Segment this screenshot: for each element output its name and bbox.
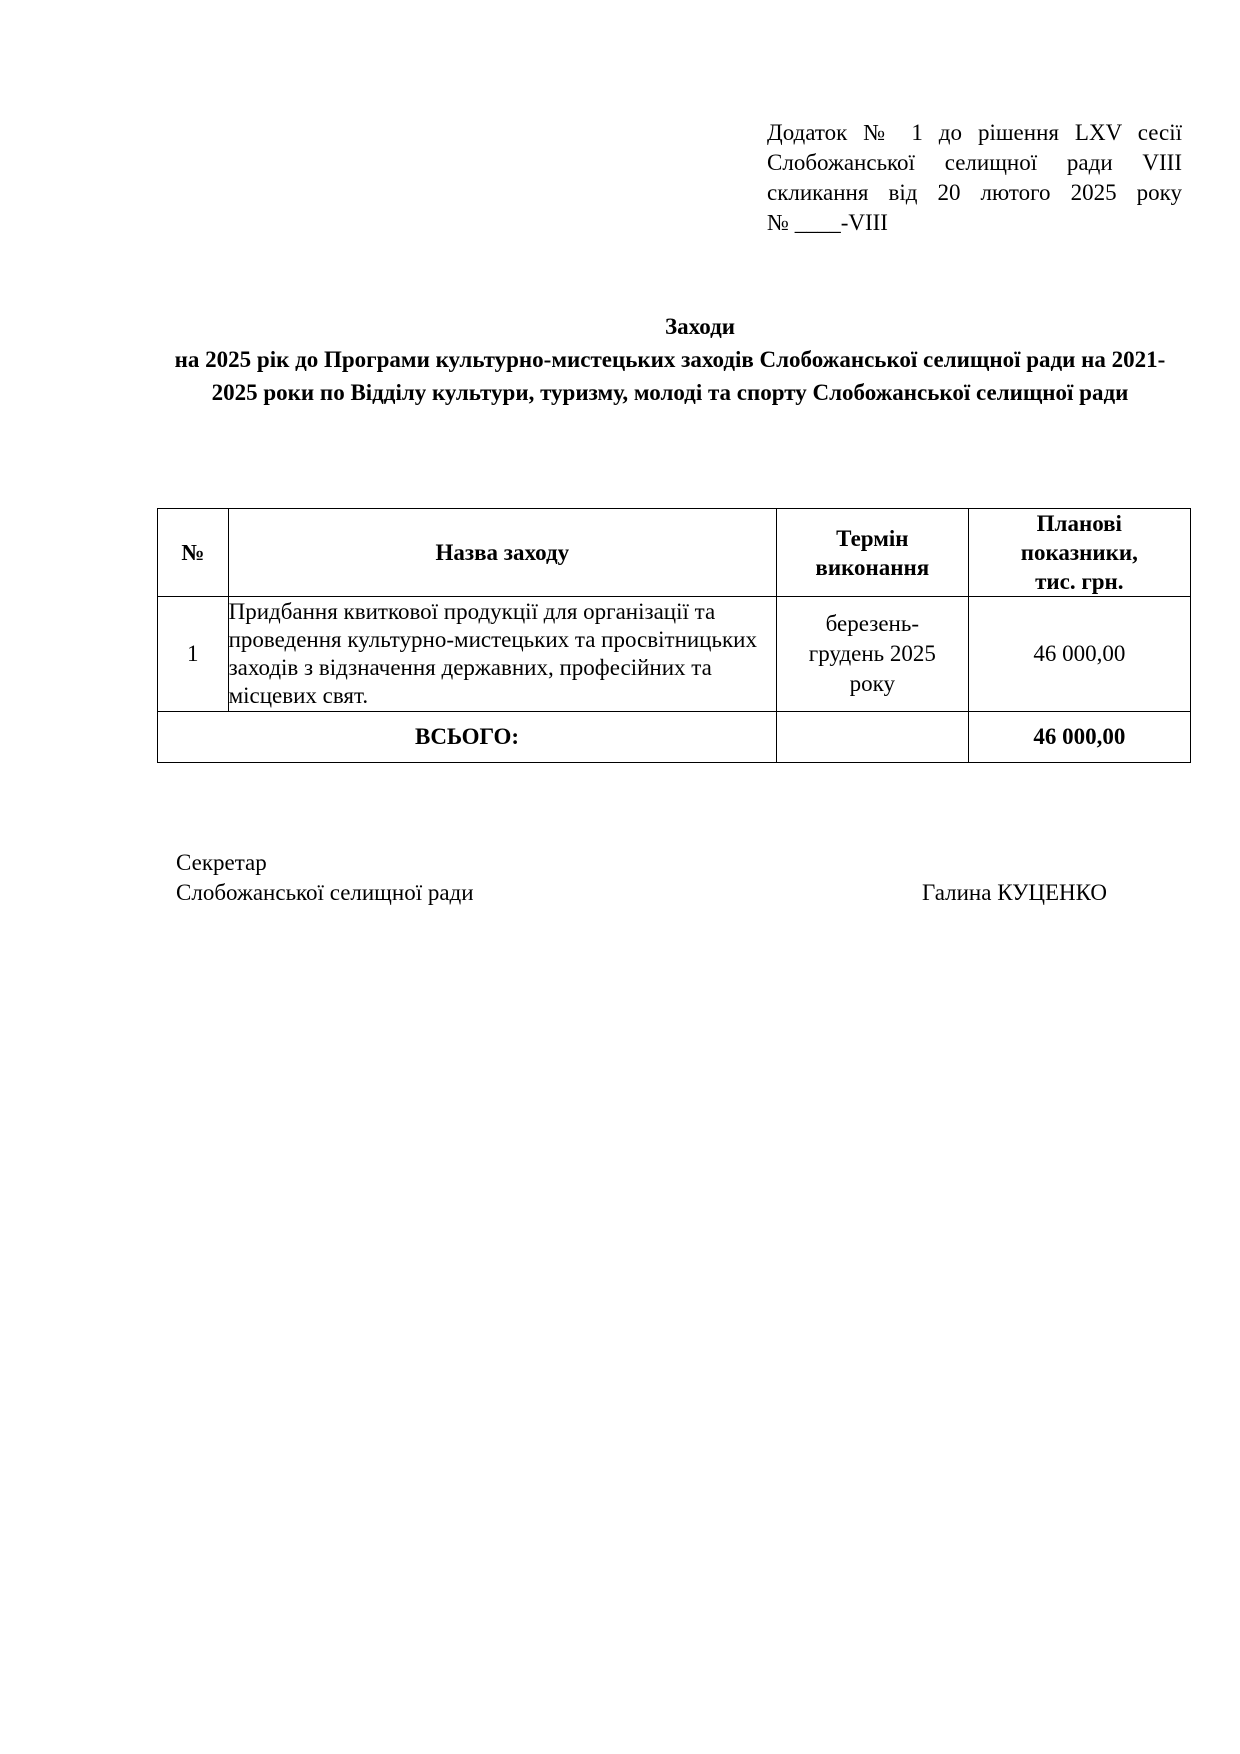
appendix-line-3: скликання від 20 лютого 2025 року — [767, 180, 1182, 205]
appendix-note — [767, 118, 1182, 238]
table-row — [158, 597, 1191, 712]
header-num: № — [158, 509, 229, 597]
header-name: Назва заходу — [228, 509, 777, 597]
total-term — [777, 712, 969, 763]
row-term — [777, 597, 969, 712]
signature-position-1: Секретар — [176, 850, 267, 875]
total-value: 46 000,00 — [968, 712, 1190, 763]
total-label: ВСЬОГО: — [158, 712, 777, 763]
signature-position-2: Слобожанської селищної ради — [176, 880, 474, 905]
title-subtitle: на 2025 рік до Програми культурно-мистецьких заходів Слобожанської селищної ради на 2021-2025 роки по Відділу культури, туризму, молоді та спорту Слобожанської селищної ради — [174, 347, 1166, 405]
header-term-label: Термін виконання — [815, 525, 930, 580]
signature-block — [176, 848, 1176, 908]
document-title — [170, 310, 1170, 409]
row-term-text: березень-грудень 2025 року — [808, 611, 936, 696]
appendix-line-2: Слобожанської селищної ради VIII — [767, 150, 1182, 175]
title-heading: Заходи — [665, 314, 735, 339]
appendix-line-4: № ____-VIII — [767, 210, 888, 235]
header-plan-label: Планові показники, тис. грн. — [1020, 511, 1138, 594]
table-total-row — [158, 712, 1191, 763]
measures-table — [157, 508, 1191, 763]
appendix-line-1: Додаток № 1 до рішення LXV сесії — [767, 120, 1182, 145]
table-header-row — [158, 509, 1191, 597]
row-num: 1 — [158, 597, 229, 712]
header-term — [777, 509, 969, 597]
signature-name: Галина КУЦЕНКО — [922, 880, 1107, 905]
header-plan — [968, 509, 1190, 597]
row-plan: 46 000,00 — [968, 597, 1190, 712]
row-name: Придбання квиткової продукції для організації та проведення культурно-мистецьких та просвітницьких заходів з відзначення державних, професійних та місцевих свят. — [228, 597, 777, 712]
